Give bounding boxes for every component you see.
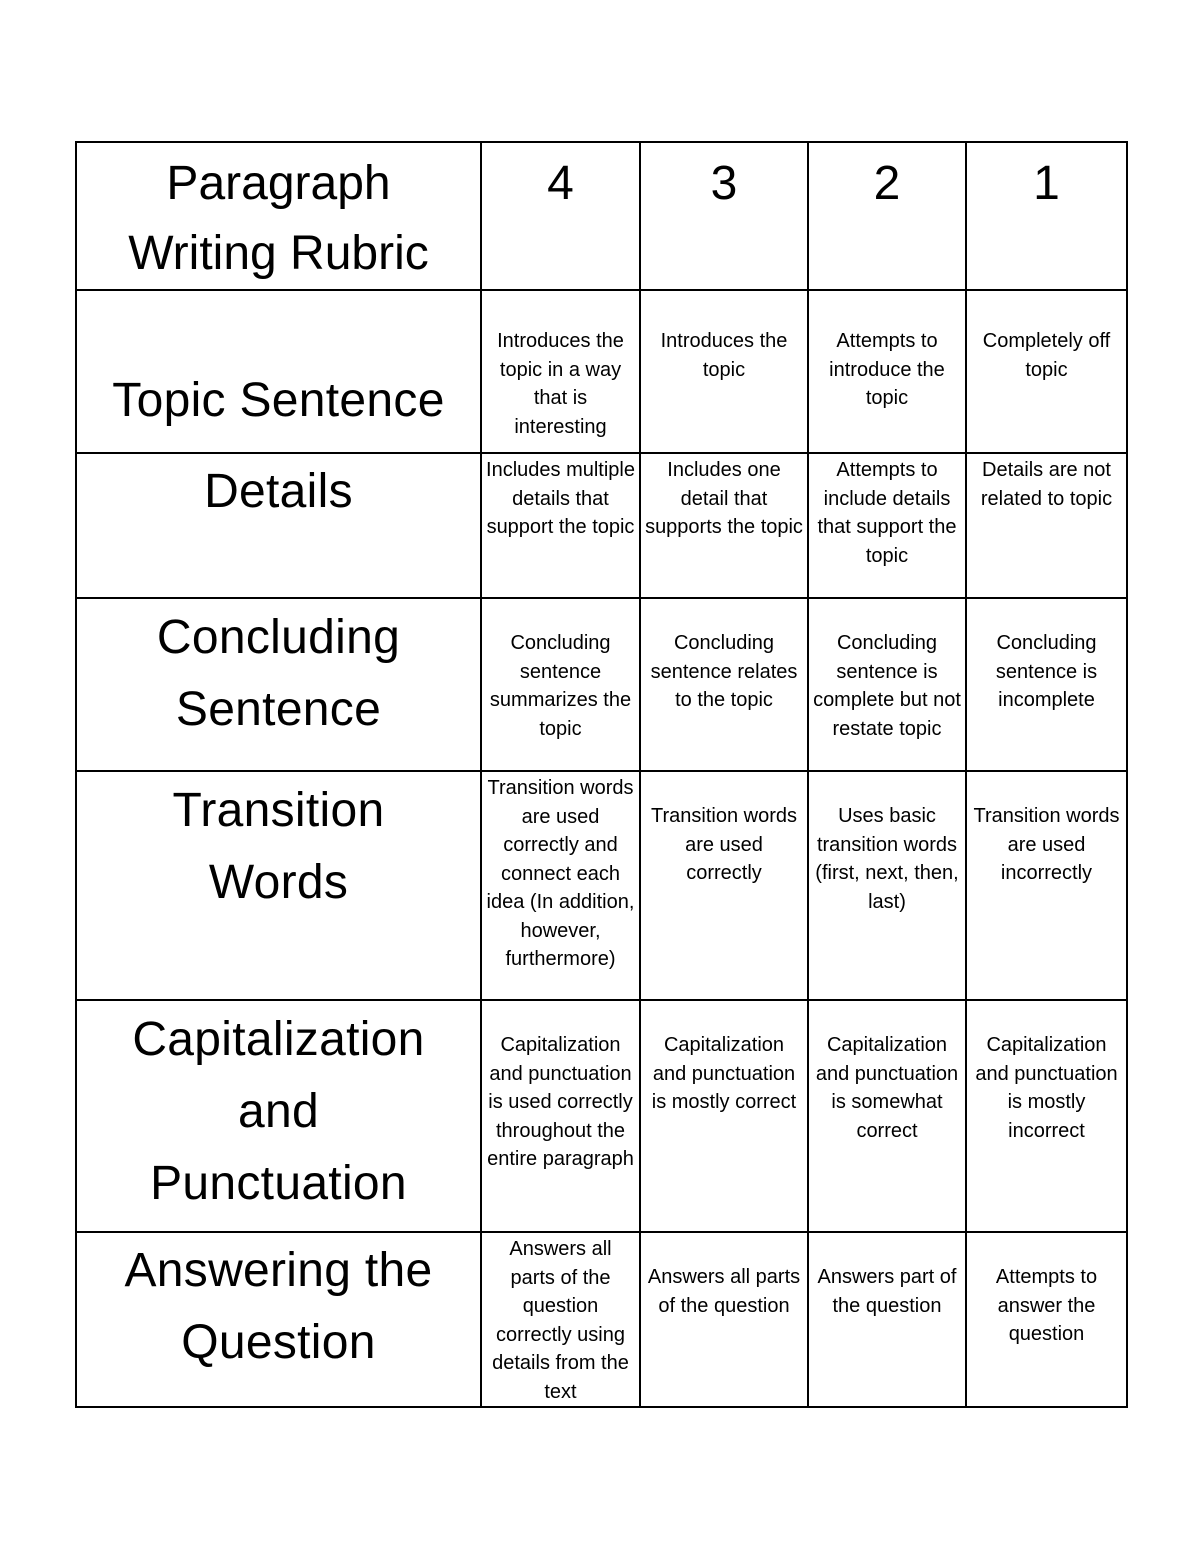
cell-score-2: Capitalization and punctuation is somewhat correct	[808, 1000, 966, 1232]
cell-score-3: Includes one detail that supports the topic	[640, 453, 808, 598]
cell-score-4: Transition words are used correctly and connect each idea (In addition, however, furthermore)	[481, 771, 640, 1000]
cell-score-2: Attempts to introduce the topic	[808, 290, 966, 453]
criterion-topic-sentence	[76, 290, 481, 453]
criterion-label-line-1: Concluding	[156, 611, 401, 664]
row-details	[76, 453, 1127, 598]
criterion-answering-question	[76, 1232, 481, 1407]
rubric-title-line-2: Writing Rubric	[128, 227, 429, 280]
score-header-2: 2	[808, 142, 966, 290]
cell-score-2: Attempts to include details that support the topic	[808, 453, 966, 598]
cell-score-4: Introduces the topic in a way that is interesting	[481, 290, 640, 453]
cell-score-4: Includes multiple details that support the topic	[481, 453, 640, 598]
criterion-label-line-1: Transition	[172, 784, 385, 837]
score-header-3: 3	[640, 142, 808, 290]
row-topic-sentence	[76, 290, 1127, 453]
cell-score-4: Concluding sentence summarizes the topic	[481, 598, 640, 771]
cell-score-3: Concluding sentence relates to the topic	[640, 598, 808, 771]
criterion-label: Details	[204, 465, 353, 518]
criterion-label-line-2: Sentence	[175, 683, 382, 736]
rubric-title-line-1: Paragraph	[166, 157, 391, 210]
criterion-details	[76, 453, 481, 598]
criterion-label-line-1: Answering the	[124, 1244, 433, 1297]
criterion-capitalization-punctuation	[76, 1000, 481, 1232]
score-header-4: 4	[481, 142, 640, 290]
cell-score-1: Details are not related to topic	[966, 453, 1127, 598]
cell-score-1: Attempts to answer the question	[966, 1232, 1127, 1407]
cell-score-2: Uses basic transition words (first, next, then, last)	[808, 771, 966, 1000]
rubric-table	[75, 141, 1128, 1408]
criterion-label-line-3: Punctuation	[150, 1157, 407, 1210]
cell-score-1: Transition words are used incorrectly	[966, 771, 1127, 1000]
row-capitalization-punctuation	[76, 1000, 1127, 1232]
cell-score-2: Answers part of the question	[808, 1232, 966, 1407]
score-header-1: 1	[966, 142, 1127, 290]
cell-score-1: Concluding sentence is incomplete	[966, 598, 1127, 771]
cell-score-3: Answers all parts of the question	[640, 1232, 808, 1407]
criterion-concluding-sentence	[76, 598, 481, 771]
criterion-label-line-1: Capitalization	[132, 1013, 425, 1066]
row-concluding-sentence	[76, 598, 1127, 771]
row-answering-question	[76, 1232, 1127, 1407]
row-transition-words	[76, 771, 1127, 1000]
criterion-transition-words	[76, 771, 481, 1000]
cell-score-4: Answers all parts of the question correctly using details from the text	[481, 1232, 640, 1407]
criterion-label-line-2: Question	[181, 1316, 376, 1369]
cell-score-4: Capitalization and punctuation is used correctly throughout the entire paragraph	[481, 1000, 640, 1232]
cell-score-3: Introduces the topic	[640, 290, 808, 453]
criterion-label-line-2: Words	[208, 856, 349, 909]
cell-score-1: Capitalization and punctuation is mostly incorrect	[966, 1000, 1127, 1232]
cell-score-1: Completely off topic	[966, 290, 1127, 453]
cell-score-2: Concluding sentence is complete but not restate topic	[808, 598, 966, 771]
criterion-label: Topic Sentence	[112, 374, 445, 427]
header-row	[76, 142, 1127, 290]
criterion-label-line-2: and	[238, 1085, 319, 1138]
rubric-title	[76, 142, 481, 290]
cell-score-3: Transition words are used correctly	[640, 771, 808, 1000]
cell-score-3: Capitalization and punctuation is mostly correct	[640, 1000, 808, 1232]
